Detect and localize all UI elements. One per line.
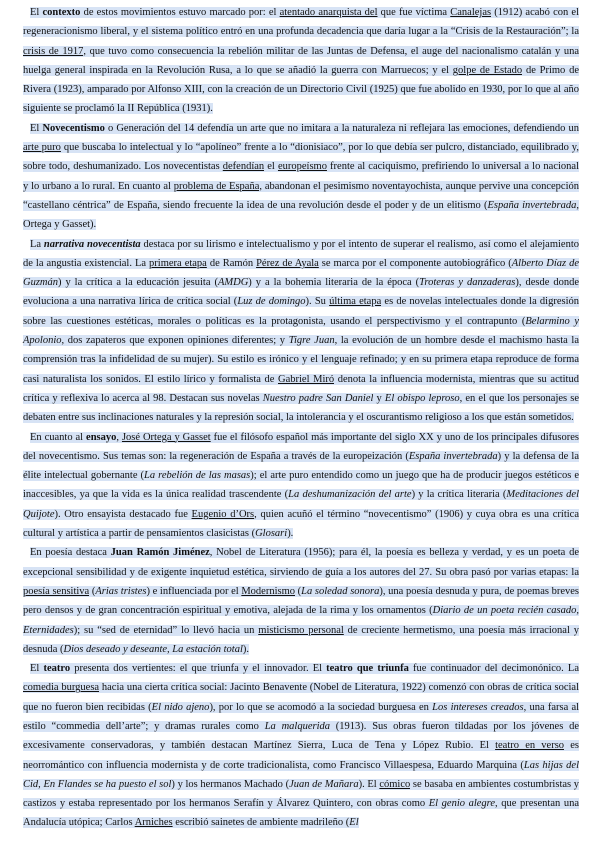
- paragraph: [23, 659, 579, 833]
- text-segment: , quien acuñó el término “novecentismo” (1906) y cuya obra es una crítica cultural y artística a partir de pensamientos clasicistas (: [23, 508, 580, 540]
- text-segment: ) y la crítica literaria (: [411, 489, 507, 501]
- italic-text: Belarmino y Apolonio: [23, 315, 579, 347]
- text-segment: ).: [287, 528, 294, 540]
- underlined-text: europeísmo: [277, 161, 327, 173]
- text-segment: El: [30, 122, 43, 134]
- text-segment: ) y la crítica a la educación jesuita (: [58, 277, 218, 289]
- italic-text: AMDG: [217, 277, 249, 289]
- text-segment: , la evolución de un hombre desde el machismo hasta la comprensión tras la infidelidad de su mujer). Su estilo es irónico y el lenguaje refinado; y en su primera etapa reproduce de forma casi naturalista los sonidos. El estilo lírico y formalista de: [23, 335, 580, 385]
- underlined-text: problema de España: [173, 180, 260, 192]
- text-segment: (: [89, 585, 96, 597]
- text-segment: ) y a la bohemia literaria de la época (: [248, 277, 420, 289]
- italic-text: Juan de Mañara: [289, 778, 359, 790]
- text-segment: (1912) acabó con el regeneracionismo liberal, y el sistema político entró en una profunda decadencia que daría lugar a la “Crisis de la Restauración”; la: [23, 7, 580, 38]
- text-segment: ); su “sed de eternidad” lo llevó hacia un: [73, 624, 259, 636]
- text-segment: , que presentan una Andalucía utópica; Carlos: [23, 798, 580, 829]
- text-segment: destaca por su lirismo e intelectualismo y por el intento de superar el realismo, así como el alejamiento de la angustia existencial. La: [23, 238, 579, 269]
- text-segment: En cuanto al: [30, 431, 87, 443]
- italic-text: España invertebrada: [408, 450, 498, 462]
- italic-text: Luz de domingo: [237, 296, 306, 308]
- text-segment: , abandonan el pesimismo noventayochista, aunque pervive una concepción “castellano céntrica” de España, siendo frecuente la idea de una revolución desde el poder y de un elitismo (: [23, 180, 579, 211]
- text-segment: el: [264, 161, 278, 173]
- italic-text: Troteras y danzaderas: [419, 277, 516, 289]
- bold-text: teatro que triunfa: [326, 663, 409, 675]
- text-segment: (: [295, 585, 302, 597]
- underlined-text: José Ortega y Gasset: [121, 431, 211, 443]
- underlined-text: golpe de Estado: [452, 64, 523, 76]
- italic-text: La deshumanización del arte: [288, 489, 412, 501]
- text-segment: , Ortega y Gasset).: [23, 199, 579, 231]
- underlined-text: arte puro: [23, 142, 61, 154]
- bold-text: contexto: [42, 7, 81, 18]
- text-segment: es de novelas intelectuales donde la digresión sobre las cuestiones estéticas, morales o políticas es la protagonista, usando el perspectivismo y el contrapunto (: [23, 296, 580, 327]
- underlined-text: Gabriel Miró: [278, 373, 335, 385]
- text-segment: denota la influencia modernista, mientras que su actitud crítica y reflexiva lo acerca al 98. Destacan sus novelas: [23, 373, 579, 404]
- italic-text: Los intereses creados: [432, 701, 524, 713]
- text-segment: de Ramón: [206, 257, 257, 269]
- text-segment: , que tuvo como consecuencia la rebelión militar de las Juntas de Defensa, el auge del nacionalismo catalán y una huelga general inspirada en la Revolución Rusa, a lo que se añadió la guerra con Marruecos; y el: [23, 45, 579, 76]
- bold-text: Juan Ramón Jiménez: [110, 547, 210, 559]
- underlined-text: cómico: [379, 778, 411, 790]
- italic-text: El obispo leproso: [384, 392, 460, 404]
- underlined-text: misticismo personal: [258, 624, 344, 636]
- underlined-text: crisis de 1917: [23, 45, 84, 57]
- underlined-text: Modernismo: [241, 585, 295, 597]
- italic-text: La malquerida: [264, 720, 331, 732]
- text-segment: , Nobel de Literatura (1956); para él, la poesía es belleza y verdad, y es un poeta de excepcional sensibilidad y de exigente inquietud estética, sirviendo de guía a los autores del 27. Su obra pasó por varias etapas: la: [23, 547, 579, 578]
- paragraph: [23, 428, 579, 544]
- text-segment: de estos movimientos estuvo marcado por: el: [80, 7, 280, 18]
- text-segment: , dos zapateros que exponen opiniones diferentes; y: [61, 335, 289, 347]
- italic-text: El: [349, 817, 359, 829]
- text-segment: que buscaba lo intelectual y lo “apolíneo” frente a lo “dionisiaco”, por lo que debía ser pulcro, distanciado, equilibrado y, sobre todo, deshumanizado. Los novecentistas: [23, 142, 580, 173]
- text-segment: fue continuador del decimonónico. La: [408, 663, 579, 675]
- text-segment: , una farsa al estilo “commedia dell’arte”; y dramas rurales como: [23, 701, 580, 732]
- text-segment: o Generación del 14 defendía un arte que no imitara a la naturaleza ni reflejara las emociones, defendiendo un: [104, 122, 579, 134]
- paragraph: [23, 235, 579, 428]
- text-segment: El: [30, 663, 44, 675]
- text-segment: ). Su: [305, 296, 330, 308]
- italic-text: Meditaciones del Quijote: [23, 489, 579, 520]
- text-segment: frente al caciquismo, prefiriendo lo universal a lo nacional y lo urbano a lo rural. En cuanto al: [23, 161, 580, 192]
- italic-text: Diario de un poeta recién casado, Eternidades: [23, 605, 579, 636]
- text-segment: que fue víctima: [377, 7, 451, 18]
- underlined-text: Eugenio d’Ors: [191, 508, 255, 520]
- underlined-text: comedia burguesa: [23, 682, 100, 694]
- text-segment: ) y los hermanos Machado (: [171, 778, 290, 790]
- text-segment: ) y la defensa de la élite intelectual gobernante (: [23, 450, 579, 482]
- text-segment: ), por lo que se acomodó a la sociedad burguesa en: [209, 701, 433, 713]
- text-segment: se basaba en ambientes costumbristas y castizos y estaba representado por los hermanos Serafín y Álvarez Quintero, con obras como: [23, 778, 580, 810]
- bold-text: narrativa novecentista: [43, 238, 141, 250]
- underlined-text: poesía sensitiva: [23, 585, 90, 597]
- text-segment: hacia una cierta crítica social: Jacinto Benavente (Nobel de Literatura, 1922) comenzó con obras de crítica social que no fueron bien recibidas (: [23, 682, 580, 713]
- italic-text: Glosari: [255, 528, 288, 540]
- underlined-text: atentado anarquista del: [279, 7, 378, 18]
- italic-text: La soledad sonora: [301, 585, 380, 597]
- underlined-text: defendían: [222, 161, 265, 173]
- text-segment: En poesía destaca: [30, 547, 111, 559]
- paragraph: [23, 543, 579, 659]
- paragraph: [23, 119, 579, 235]
- text-segment: ), una poesía desnuda y pura, de poemas breves pero densos y de gran concentración espiritual y emotiva, alejada de la rima y los ornamentos (: [23, 585, 580, 617]
- italic-text: Dios deseado y deseante, La estación total: [63, 643, 243, 655]
- text-segment: ). El: [358, 778, 380, 790]
- italic-text: Tigre Juan: [288, 335, 335, 347]
- italic-text: El nido ajeno: [151, 701, 210, 713]
- underlined-text: Arniches: [134, 817, 173, 829]
- text-segment: escribió sainetes de ambiente madrileño (: [172, 817, 350, 829]
- italic-text: La rebelión de las masas: [144, 470, 251, 482]
- text-segment: se marca por el componente autobiográfico (: [318, 257, 512, 269]
- text-segment: , en el que los personajes se debaten entre sus inclinaciones naturales y la represión social, la intolerancia y el oscurantismo religioso a los que están sometidos.: [23, 392, 579, 424]
- text-segment: ,: [116, 431, 122, 443]
- italic-text: El genio alegre: [428, 798, 496, 810]
- underlined-text: primera etapa: [149, 257, 207, 269]
- text-segment: y: [373, 392, 385, 404]
- underlined-text: Canalejas: [450, 7, 492, 18]
- text-segment: La: [30, 238, 44, 250]
- text-segment: ); el arte puro entendido como un juego que ha de producir juegos estéticos e inaccesibles, ya que la vida es la única realidad trascendente (: [23, 470, 579, 501]
- text-segment: (1913). Sus obras fueron tildadas por los jóvenes de excesivamente conservadoras, y también destacan Martínez Sierra, Luca de Tena y López Rubio. El: [23, 720, 579, 752]
- text-segment: ).: [242, 643, 250, 655]
- underlined-text: teatro en verso: [495, 740, 565, 752]
- text-segment: fue el filósofo español más importante del siglo XX y uno de los principales difusores del novecentismo. Sus temas son: la regeneración de España a través de la europeización (: [23, 431, 579, 462]
- italic-text: Alberto Díaz de Guzmán: [23, 257, 579, 289]
- text-segment: ) e influenciada por el: [146, 585, 242, 597]
- italic-text: Nuestro padre San Daniel: [262, 392, 374, 404]
- text-segment: ), desde donde evoluciona a una narrativa lírica de crítica social (: [23, 277, 579, 308]
- underlined-text: última etapa: [329, 296, 382, 308]
- text-segment: El: [30, 7, 43, 18]
- text-segment: es neorromántico con influencia modernista y de corte tradicionalista, como Francisco Villaespesa, Eduardo Marquina (: [23, 740, 579, 771]
- text-segment: de Primo de Rivera (1923), amparado por Alfonso XIII, con la creación de un Directorio Civil (1925) que fue abolido en 1930, por lo que al año siguiente se proclamó la II República (1931).: [23, 64, 579, 115]
- text-segment: de creciente hermetismo, una poesía más irracional y desnuda (: [23, 624, 579, 655]
- text-segment: ). Otro ensayista destacado fue: [54, 508, 192, 520]
- bold-text: Novecentismo: [42, 122, 105, 134]
- paragraph: [23, 3, 579, 119]
- italic-text: Arias tristes: [95, 585, 147, 597]
- underlined-text: Pérez de Ayala: [256, 257, 319, 269]
- italic-text: España invertebrada: [487, 199, 577, 211]
- bold-text: teatro: [43, 663, 71, 675]
- text-segment: presenta dos vertientes: el que triunfa y el innovador. El: [70, 663, 327, 675]
- bold-text: ensayo: [86, 431, 117, 443]
- italic-text: Las hijas del Cid, En Flandes se ha puesto el sol: [23, 759, 579, 790]
